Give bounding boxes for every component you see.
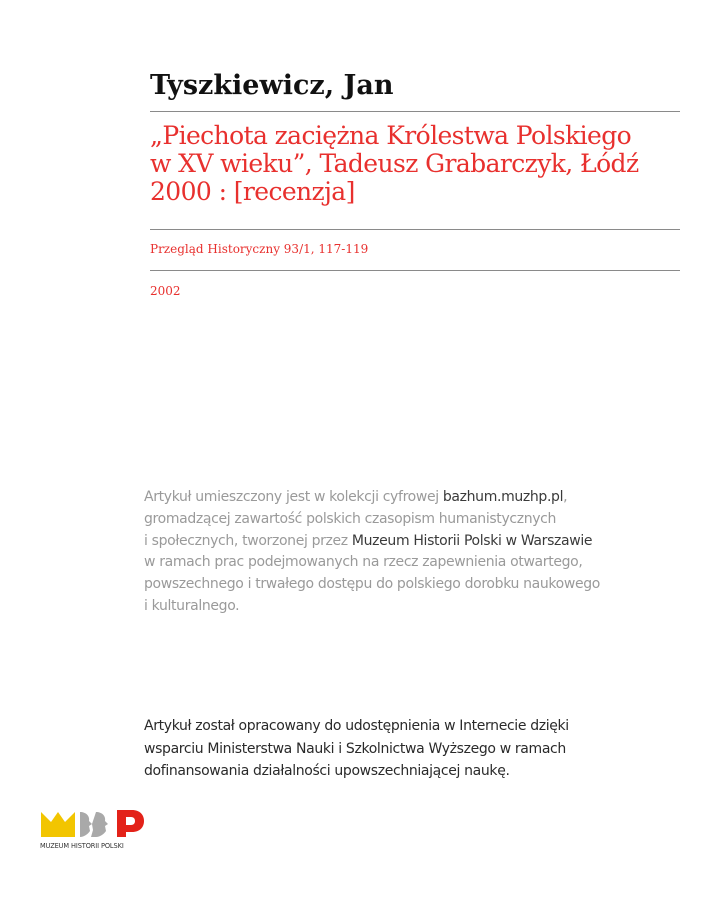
logo-caption: MUZEUM HISTORII POLSKI <box>40 842 124 850</box>
divider-source <box>150 270 680 271</box>
museum-logo <box>40 806 150 852</box>
collection-info-line-2: gromadzącej zawartość polskich czasopism humanistycznych <box>144 510 557 527</box>
funding-note <box>144 715 664 783</box>
collection-info-line-5: powszechnego i trwałego dostępu do polskiego dorobku naukowego <box>144 576 601 593</box>
collection-info-line-6: i kulturalnego. <box>144 597 240 614</box>
logo-yellow-m <box>41 812 75 837</box>
bazhum-link[interactable]: bazhum.muzhp.pl <box>442 489 564 505</box>
funding-note-line-1: Artykuł został opracowany do udostępnienia w Internecie dzięki <box>144 718 569 734</box>
funding-note-line-3: dofinansowania działalności upowszechniającej naukę. <box>144 763 510 779</box>
divider-author <box>150 111 680 112</box>
author-name: Tyszkiewicz, Jan <box>150 70 394 101</box>
article-title-line-2: w XV wieku”, Tadeusz Grabarczyk, Łódź <box>150 149 639 178</box>
article-title <box>150 122 695 206</box>
article-title-line-3: 2000 : [recenzja] <box>150 177 355 206</box>
divider-title <box>150 229 680 230</box>
collection-info <box>144 487 664 618</box>
collection-info-line-4: w ramach prac podejmowanych na rzecz zapewnienia otwartego, <box>144 554 583 571</box>
funding-note-line-2: wsparciu Ministerstwa Nauki i Szkolnictwa Wyższego w ramach <box>144 740 566 757</box>
museum-name: Muzeum Historii Polski w Warszawie <box>351 532 593 549</box>
collection-info-text: Artykuł umieszczony jest w kolekcji cyfrowej <box>144 489 443 505</box>
collection-info-text: i społecznych, tworzonej przez <box>144 532 352 549</box>
publication-year: 2002 <box>150 284 181 298</box>
journal-source: Przegląd Historyczny 93/1, 117-119 <box>150 242 369 256</box>
logo-red-p <box>117 810 144 837</box>
article-title-line-1: „Piechota zaciężna Królestwa Polskiego <box>150 121 632 150</box>
collection-info-text: , <box>563 489 568 505</box>
museum-logo-icon <box>40 806 150 840</box>
collection-info-line-3 <box>144 531 664 553</box>
logo-gray-faces <box>80 812 108 837</box>
collection-info-line-1 <box>144 487 664 509</box>
